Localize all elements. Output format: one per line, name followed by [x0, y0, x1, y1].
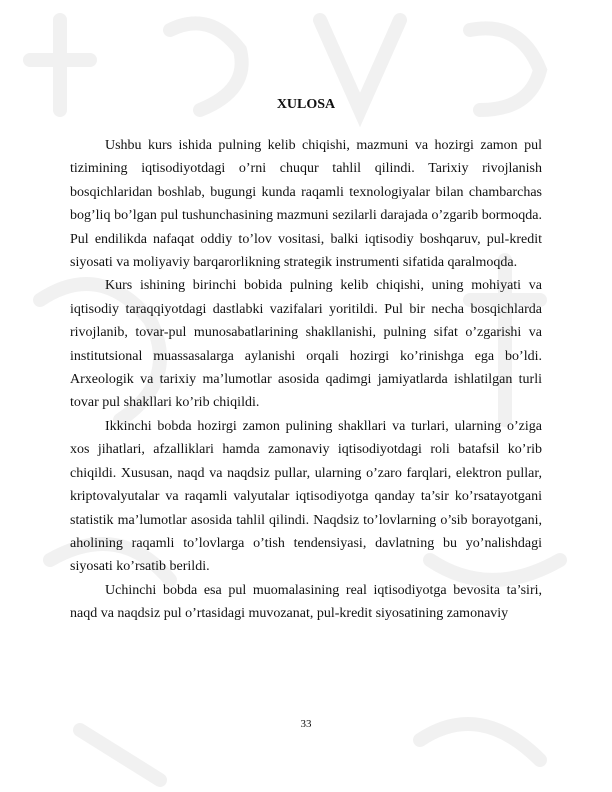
body-text: [70, 134, 542, 626]
paragraph-intro: Ushbu kurs ishida pulning kelib chiqishi, mazmuni va hozirgi zamon pul tizimining iqtisodiyotdagi o’rni chuqur tahlil qilindi. Tarixiy rivojlanish bosqichlaridan boshlab, bugungi kunda raqamli texnologiyalar bilan chambarchas bog’liq bo’lgan pul tushunchasining mazmuni sezilarli darajada o’zgarib bormoqda. Pul endilikda nafaqat oddiy to’lov vositasi, balki iqtisodiy boshqaruv, pul-kredit siyosati va moliyaviy barqarorlikning strategik instrumenti sifatida qaralmoqda.: [70, 138, 542, 271]
paragraph-chapter-two: Ikkinchi bobda hozirgi zamon pulining shakllari va turlari, ularning o’ziga xos jihatlari, afzalliklari hamda zamonaviy iqtisodiyotdagi roli batafsil ko’rib chiqildi. Xususan, naqd va naqdsiz pullar, ularning o’zaro farqlari, elektron pullar, kriptovalyutalar va raqamli valyutalar iqtisodiyotga qanday ta’sir ko’rsatayotgani statistik ma’lumotlar asosida tahlil qilindi. Naqdsiz to’lovlarning o’sib borayotgani, aholining raqamli to’lovlarga o’tish tendensiyasi, davlatning bu yo’nalishdagi siyosati ko’rsatib berildi.: [70, 418, 542, 575]
page-number: 33: [300, 718, 312, 730]
paragraph-chapter-three: Uchinchi bobda esa pul muomalasining real iqtisodiyotga bevosita ta’siri, naqd va naqdsiz pul o’rtasidagi muvozanat, pul-kredit siyosatining zamonaviy: [70, 582, 542, 622]
page-title: XULOSA: [276, 97, 336, 112]
paragraph-chapter-one: Kurs ishining birinchi bobida pulning kelib chiqishi, uning mohiyati va iqtisodiy taraqqiyotdagi dastlabki vazifalari yoritildi. Pul bir necha bosqichlarda rivojlanib, tovar-pul munosabatlarining shakllanishi, pulning sifat o’zgarishi va institutsional muassasalarga aylanishi orqali hozirgi ko’rinishga ega bo’ldi. Arxeologik va tarixiy ma’lumotlar asosida qadimgi jamiyatlarda ishlatilgan turli tovar pul shakllari ko’rib chiqildi.: [70, 278, 542, 411]
